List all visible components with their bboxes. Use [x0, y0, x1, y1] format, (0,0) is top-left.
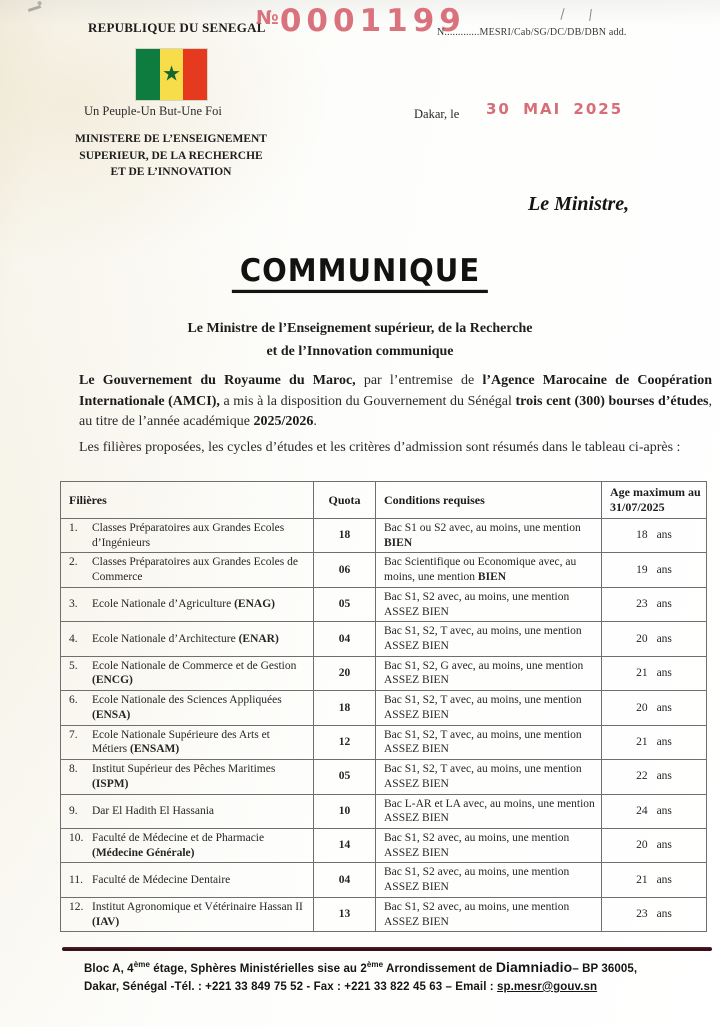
filiere-name: Dar El Hadith El Hassania: [92, 804, 214, 817]
table-row: [61, 760, 707, 794]
minister-signature-title: Le Ministre,: [528, 193, 630, 215]
age-value: 22: [636, 770, 648, 783]
quota-cell: 12: [314, 725, 376, 759]
row-number: 1.: [69, 522, 78, 534]
row-number: 5.: [69, 659, 78, 672]
age-cell: [602, 691, 707, 725]
age-value: 21: [636, 735, 648, 748]
table-row: [61, 691, 707, 725]
row-number: 9.: [69, 804, 78, 817]
row-number: 3.: [69, 598, 78, 611]
age-unit: ans: [656, 667, 672, 680]
republic-title: REPUBLIQUE DU SENEGAL: [88, 20, 266, 35]
table-row: [61, 794, 707, 828]
age-value: 20: [636, 632, 648, 645]
age-unit: ans: [656, 598, 672, 611]
column-header-filieres: Filières: [61, 482, 314, 519]
communique-subtitle: [0, 317, 720, 363]
quota-cell: 13: [314, 897, 376, 931]
conditions-cell: Bac S1 ou S2 avec, au moins, une mention BIEN: [376, 519, 602, 553]
serial-number-stamp: [256, 3, 466, 39]
age-value: 19: [636, 563, 648, 576]
senegal-flag: [136, 49, 207, 100]
mention-bold: BIEN: [477, 571, 507, 584]
quota-cell: 14: [314, 828, 376, 862]
age-cell: [602, 587, 707, 621]
national-motto: Un Peuple-Un But-Une Foi: [84, 104, 222, 118]
p1-segment: .: [313, 414, 317, 430]
conditions-cell: Bac S1, S2, T avec, au moins, une mention ASSEZ BIEN: [376, 691, 602, 725]
p1-segment: , au titre de l’année académique: [79, 393, 712, 430]
p1-segment: Le Gouvernement du Royaume du Maroc,: [79, 373, 356, 388]
ministry-line: ET DE L’INNOVATION: [110, 166, 232, 179]
age-value: 23: [636, 598, 648, 611]
conditions-cell: Bac S1, S2, T avec, au moins, une mention ASSEZ BIEN: [376, 622, 602, 656]
quota-cell: 06: [314, 553, 376, 587]
age-unit: ans: [656, 908, 672, 921]
age-cell: [602, 725, 707, 759]
filiere-name: Ecole Nationale des Sciences Appliquées (ENSA): [92, 694, 282, 721]
row-number: 4.: [69, 632, 78, 645]
flag-green-stripe: [136, 49, 160, 100]
table-row: [61, 828, 707, 862]
filiere-name: Ecole Nationale de Commerce et de Gestion (ENCG): [92, 659, 297, 687]
age-unit: ans: [656, 529, 672, 542]
p1-segment: l’Agence Marocaine de Coopération Internationale (AMCI),: [79, 373, 712, 409]
age-cell: [602, 897, 707, 931]
column-header-quota: Quota: [314, 482, 376, 519]
age-cell: [602, 656, 707, 690]
place-label: Dakar, le: [414, 107, 460, 121]
age-unit: ans: [656, 701, 672, 714]
stamp-digits: 0001199: [279, 3, 466, 39]
row-number: 8.: [69, 763, 78, 776]
filiere-acronym: (ENSA): [92, 708, 131, 721]
filiere-acronym: (Médecine Générale): [92, 846, 195, 859]
ministry-name: [58, 131, 284, 181]
conditions-cell: Bac S1, S2 avec, au moins, une mention ASSEZ BIEN: [376, 897, 602, 931]
conditions-cell: Bac S1, S2, T avec, au moins, une mention ASSEZ BIEN: [376, 725, 602, 759]
pen-marks: [552, 8, 612, 26]
conditions-cell: Bac S1, S2 avec, au moins, une mention ASSEZ BIEN: [376, 587, 602, 621]
quota-cell: 18: [314, 691, 376, 725]
age-value: 24: [636, 804, 648, 817]
table-row: [61, 519, 707, 553]
conditions-cell: Bac S1, S2 avec, au moins, une mention ASSEZ BIEN: [376, 863, 602, 897]
table-row: [61, 863, 707, 897]
reference-number-line: N.............MESRI/Cab/SG/DC/DB/DBN add.: [437, 27, 627, 38]
flag-red-stripe: [183, 49, 207, 100]
table-row: [61, 622, 707, 656]
p1-segment: 2025/2026: [253, 414, 314, 430]
filiere-name: Ecole Nationale d’Agriculture (ENAG): [92, 598, 275, 611]
age-unit: ans: [656, 563, 672, 576]
ministry-line: SUPERIEUR, DE LA RECHERCHE: [79, 149, 263, 162]
age-unit: ans: [656, 632, 672, 645]
age-value: 21: [636, 873, 648, 886]
age-unit: ans: [656, 735, 672, 748]
table-row: [61, 725, 707, 759]
filiere-acronym: (ISPM): [92, 777, 129, 790]
conditions-cell: Bac S1, S2, G avec, au moins, une mention ASSEZ BIEN: [376, 656, 602, 690]
table-row: [61, 553, 707, 587]
filiere-acronym: (ENAG): [234, 598, 275, 611]
row-number: 11.: [69, 873, 83, 886]
conditions-cell: Bac S1, S2 avec, au moins, une mention ASSEZ BIEN: [376, 828, 602, 862]
column-header-conditions: Conditions requises: [376, 482, 602, 519]
filiere-name: Institut Supérieur des Pêches Maritimes (ISPM): [92, 763, 276, 790]
filiere-acronym: (ENCG): [92, 674, 133, 687]
age-value: 20: [636, 839, 648, 852]
quota-cell: 18: [314, 519, 376, 553]
age-cell: [602, 794, 707, 828]
table-row: [61, 587, 707, 621]
filiere-acronym: (IAV): [92, 915, 120, 928]
table-header-row: [61, 482, 707, 519]
quota-cell: 10: [314, 794, 376, 828]
ministry-line: MINISTERE DE L’ENSEIGNEMENT: [75, 133, 267, 145]
age-cell: [602, 622, 707, 656]
city-name: Diamniadio: [495, 959, 573, 975]
age-cell: [602, 760, 707, 794]
filiere-acronym: (ENSAM): [130, 743, 180, 756]
conditions-cell: Bac S1, S2, T avec, au moins, une mention ASSEZ BIEN: [376, 760, 602, 794]
age-cell: [602, 553, 707, 587]
footer-phone-line: Dakar, Sénégal -Tél. : +221 33 849 75 52 - Fax : +221 33 822 45 63 – Email : sp.mesr@gouv.sn: [84, 980, 598, 993]
age-value: 21: [636, 667, 648, 680]
age-cell: [602, 863, 707, 897]
age-unit: ans: [656, 839, 672, 852]
quota-cell: 05: [314, 760, 376, 794]
age-value: 20: [636, 701, 648, 714]
quota-cell: 04: [314, 863, 376, 897]
row-number: 6.: [69, 694, 78, 707]
numero-symbol: №: [256, 7, 279, 29]
conditions-cell: Bac Scientifique ou Economique avec, au moins, une mention BIEN: [376, 553, 602, 587]
filiere-name: Ecole Nationale d’Architecture (ENAR): [92, 632, 279, 645]
p1-segment: par l’entremise de: [355, 373, 483, 388]
paragraph-table-intro: Les filières proposées, les cycles d’études et les critères d’admission sont résumés dans le tableau ci-après :: [79, 440, 681, 455]
footer-contact-block: [84, 957, 712, 997]
mention-bold: BIEN: [384, 536, 413, 549]
row-number: 2.: [69, 556, 78, 569]
quota-cell: 04: [314, 622, 376, 656]
filiere-name: Classes Préparatoires aux Grandes Ecoles de Commerce: [92, 556, 298, 584]
table-row: [61, 897, 707, 931]
age-unit: ans: [656, 804, 672, 817]
row-number: 10.: [69, 831, 84, 844]
table-row: [61, 656, 707, 690]
age-cell: [602, 828, 707, 862]
filiere-name: Faculté de Médecine et de Pharmacie (Médecine Générale): [92, 831, 265, 859]
filiere-name: Classes Préparatoires aux Grandes Ecoles d’Ingénieurs: [92, 522, 285, 549]
filiere-name: Faculté de Médecine Dentaire: [92, 873, 231, 886]
row-number: 12.: [69, 900, 84, 913]
date-stamp: 30 MAI 2025: [486, 100, 624, 118]
filiere-name: Ecole Nationale Supérieure des Arts et Métiers (ENSAM): [92, 728, 270, 756]
quota-cell: 20: [314, 656, 376, 690]
email-address: sp.mesr@gouv.sn: [497, 980, 598, 993]
communique-title: COMMUNIQUE: [232, 252, 488, 293]
p1-segment: a mis à la disposition du Gouvernement du Sénégal: [219, 393, 516, 409]
age-value: 18: [636, 529, 648, 542]
subtitle-line-1: Le Ministre de l’Enseignement supérieur, de la Recherche: [187, 321, 533, 336]
footer-address-line: Bloc A, 4ème étage, Sphères Ministérielles sise au 2ème Arrondissement de Diamniadio– BP 36005,: [84, 959, 638, 975]
age-unit: ans: [656, 873, 672, 886]
age-value: 23: [636, 908, 648, 921]
filiere-name: Institut Agronomique et Vétérinaire Hassan II (IAV): [92, 900, 303, 928]
subtitle-line-2: et de l’Innovation communique: [266, 344, 454, 360]
conditions-cell: Bac L-AR et LA avec, au moins, une mention ASSEZ BIEN: [376, 794, 602, 828]
scan-artifact-mark: [28, 5, 41, 12]
row-number: 7.: [69, 728, 78, 741]
column-header-age: Age maximum au 31/07/2025: [602, 482, 707, 519]
quota-cell: 05: [314, 587, 376, 621]
scholarship-table: [60, 481, 707, 932]
p1-segment: trois cent (300) bourses d’études: [515, 393, 709, 409]
filiere-acronym: (ENAR): [238, 632, 279, 645]
age-cell: [602, 519, 707, 553]
paragraph-scholarships: [79, 371, 712, 433]
star-icon: ★: [162, 61, 181, 86]
age-unit: ans: [656, 770, 672, 783]
footer-rule: [62, 947, 712, 951]
